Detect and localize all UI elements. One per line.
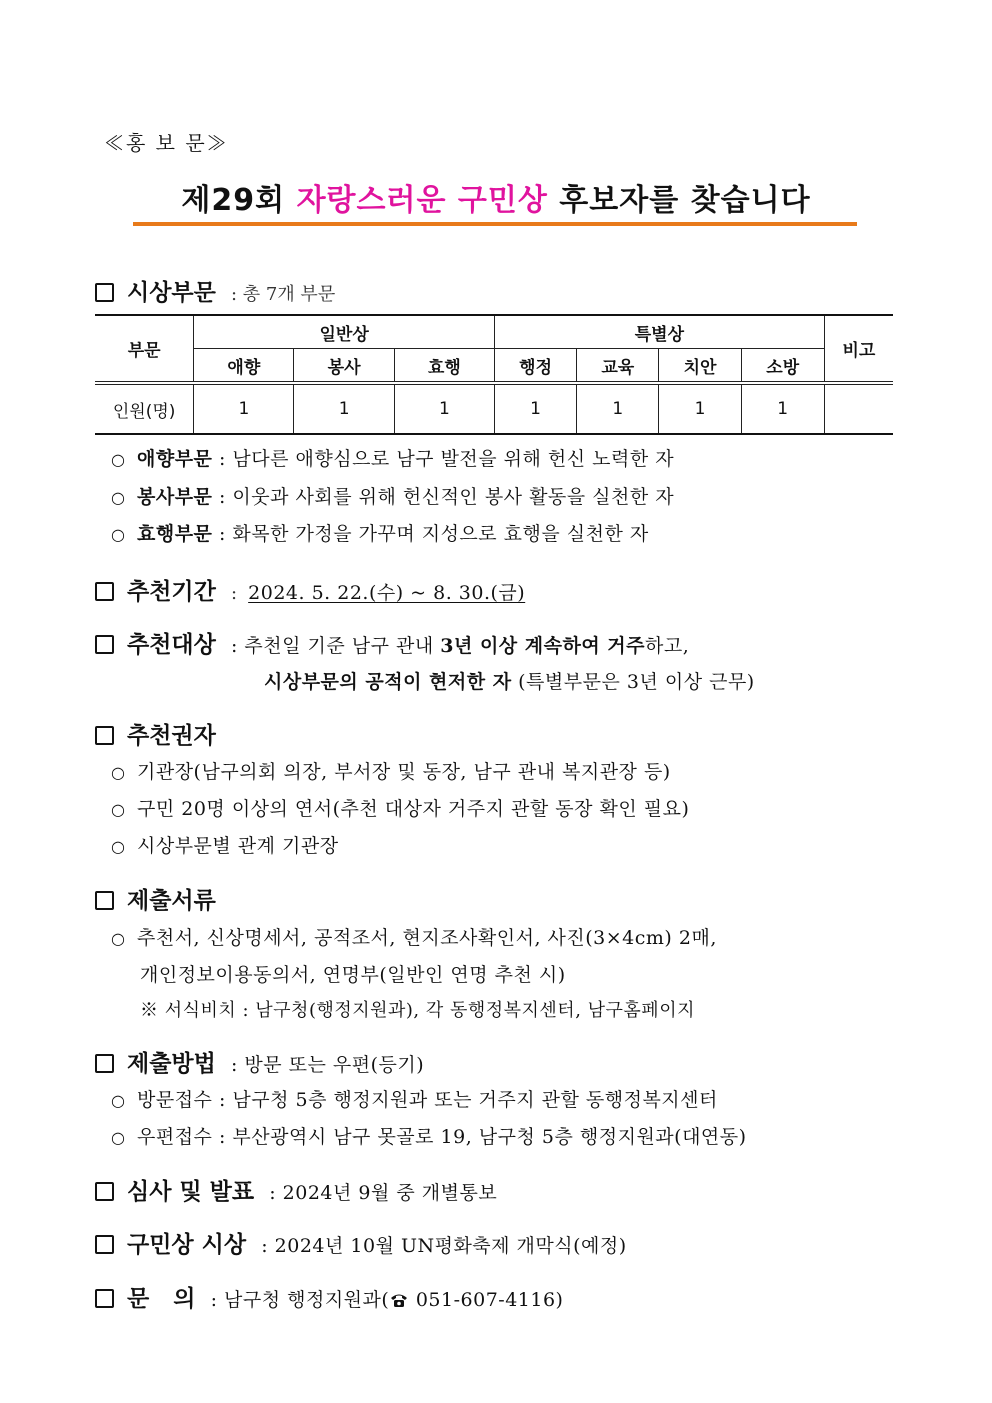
- section-ceremony: [95, 1226, 627, 1259]
- section-heading: 문 의: [127, 1286, 196, 1312]
- bullet-icon: ○: [111, 837, 126, 856]
- section-review: [95, 1173, 497, 1206]
- table-header-general: 일반상: [194, 315, 495, 349]
- section-heading: 제출서류: [127, 888, 216, 914]
- detail-name: 애향부문: [137, 448, 213, 470]
- table-header-special: 특별상: [494, 315, 824, 349]
- checkbox-icon: [95, 1182, 114, 1201]
- section-period: [95, 573, 525, 606]
- detail-text: : 화목한 가정을 가꾸며 지성으로 효행을 실천한 자: [218, 523, 649, 545]
- notice-tag: ≪홍 보 문≫: [104, 131, 229, 155]
- detail-text: : 이웃과 사회를 위해 헌신적인 봉사 활동을 실천한 자: [218, 486, 675, 508]
- list-item: [111, 1085, 718, 1112]
- bullet-icon: ○: [111, 929, 126, 948]
- section-heading: 추천기간: [127, 579, 216, 605]
- table-subheader: 교육: [577, 349, 659, 384]
- table-cell: 1: [741, 383, 824, 434]
- list-item: [111, 923, 717, 950]
- title-suffix: 후보자를 찾습니다: [547, 183, 811, 218]
- section-label: : 2024년 10월 UN평화축제 개막식(예정): [261, 1235, 627, 1257]
- section-label: : 총 7개 부문: [230, 284, 336, 305]
- table-cell: 1: [659, 383, 741, 434]
- table-subheader: 소방: [741, 349, 824, 384]
- target-text: 하고,: [645, 635, 690, 657]
- detail-text: : 남다른 애향심으로 남구 발전을 위해 헌신 노력한 자: [218, 448, 675, 470]
- bullet-icon: ○: [111, 525, 126, 544]
- table-subheader: 치안: [659, 349, 741, 384]
- table-subheader: 봉사: [294, 349, 394, 384]
- target-emphasis: 시상부문의 공적이 현저한 자: [264, 671, 512, 693]
- section-colon: :: [230, 583, 238, 604]
- section-heading: 시상부문: [127, 280, 216, 306]
- documents-note: ※ 서식비치 : 남구청(행정지원과), 각 동행정복지센터, 남구홈페이지: [140, 1000, 695, 1021]
- documents-line2: 개인정보이용동의서, 연명부(일반인 연명 추천 시): [140, 964, 566, 986]
- period-value: 2024. 5. 22.(수) ~ 8. 30.(금): [248, 582, 526, 604]
- section-heading: 추천대상: [127, 632, 216, 658]
- target-line2: [264, 667, 755, 694]
- table-subheader: 애향: [194, 349, 294, 384]
- bullet-icon: ○: [111, 488, 126, 507]
- section-documents: [95, 882, 216, 915]
- awards-table: [95, 314, 893, 435]
- checkbox-icon: [95, 1289, 114, 1308]
- table-cell: 1: [577, 383, 659, 434]
- phone-icon: [389, 1292, 409, 1312]
- detail-name: 효행부문: [137, 523, 213, 545]
- title-underline: [133, 222, 857, 226]
- list-item: [111, 794, 689, 821]
- list-item-text: 우편접수 : 부산광역시 남구 못골로 19, 남구청 5층 행정지원과(대연동): [137, 1126, 747, 1148]
- section-categories: [95, 274, 335, 307]
- checkbox-icon: [95, 582, 114, 601]
- section-heading: 구민상 시상: [127, 1232, 247, 1258]
- table-header-category: 부문: [95, 315, 194, 383]
- list-item: [111, 757, 671, 784]
- list-item-text: 추천서, 신상명세서, 공적조서, 현지조사확인서, 사진(3×4cm) 2매,: [137, 927, 717, 949]
- checkbox-icon: [95, 726, 114, 745]
- section-heading: 심사 및 발표: [127, 1179, 255, 1205]
- phone-number: 051-607-4116): [409, 1289, 564, 1311]
- bullet-icon: ○: [111, 450, 126, 469]
- bullet-icon: ○: [111, 1128, 126, 1147]
- section-heading: 추천권자: [127, 723, 216, 749]
- table-cell-remark: [824, 383, 893, 434]
- section-method: [95, 1045, 424, 1078]
- bullet-icon: ○: [111, 763, 126, 782]
- target-text: : 추천일 기준 남구 관내: [230, 635, 441, 657]
- section-recommenders: [95, 717, 216, 750]
- bullet-icon: ○: [111, 800, 126, 819]
- section-label: : 2024년 9월 중 개별통보: [269, 1182, 498, 1204]
- table-row-label: 인원(명): [95, 383, 194, 434]
- table-cell: 1: [394, 383, 494, 434]
- page-title: [0, 175, 992, 219]
- section-heading: 제출방법: [127, 1051, 216, 1077]
- table-header-remark: 비고: [824, 315, 893, 383]
- list-item: [111, 1122, 747, 1149]
- list-item-text: 구민 20명 이상의 연서(추천 대상자 거주지 관할 동장 확인 필요): [137, 798, 690, 820]
- list-item-text: 기관장(남구의회 의장, 부서장 및 동장, 남구 관내 복지관장 등): [137, 761, 671, 783]
- list-item-text: 시상부문별 관계 기관장: [137, 835, 339, 857]
- section-label: : 방문 또는 우편(등기): [230, 1054, 425, 1076]
- detail-name: 봉사부문: [137, 486, 213, 508]
- target-emphasis: 3년 이상 계속하여 거주: [440, 635, 646, 657]
- detail-item: [111, 519, 649, 546]
- table-row: [95, 383, 893, 434]
- title-prefix: 제29회: [181, 183, 297, 218]
- checkbox-icon: [95, 891, 114, 910]
- bullet-icon: ○: [111, 1091, 126, 1110]
- section-target: [95, 626, 689, 659]
- section-label: : 남구청 행정지원과(: [210, 1289, 390, 1311]
- list-item-text: 방문접수 : 남구청 5층 행정지원과 또는 거주지 관할 동행정복지센터: [137, 1089, 718, 1111]
- table-subheader: 효행: [394, 349, 494, 384]
- section-inquiry: [95, 1280, 563, 1313]
- checkbox-icon: [95, 283, 114, 302]
- table-subheader: 행정: [494, 349, 576, 384]
- checkbox-icon: [95, 635, 114, 654]
- table-cell: 1: [494, 383, 576, 434]
- checkbox-icon: [95, 1235, 114, 1254]
- list-item: [111, 831, 339, 858]
- target-text: (특별부문은 3년 이상 근무): [511, 671, 755, 693]
- detail-item: [111, 444, 674, 471]
- table-cell: 1: [294, 383, 394, 434]
- checkbox-icon: [95, 1054, 114, 1073]
- detail-item: [111, 482, 674, 509]
- table-cell: 1: [194, 383, 294, 434]
- title-highlight: 자랑스러운 구민상: [296, 183, 548, 218]
